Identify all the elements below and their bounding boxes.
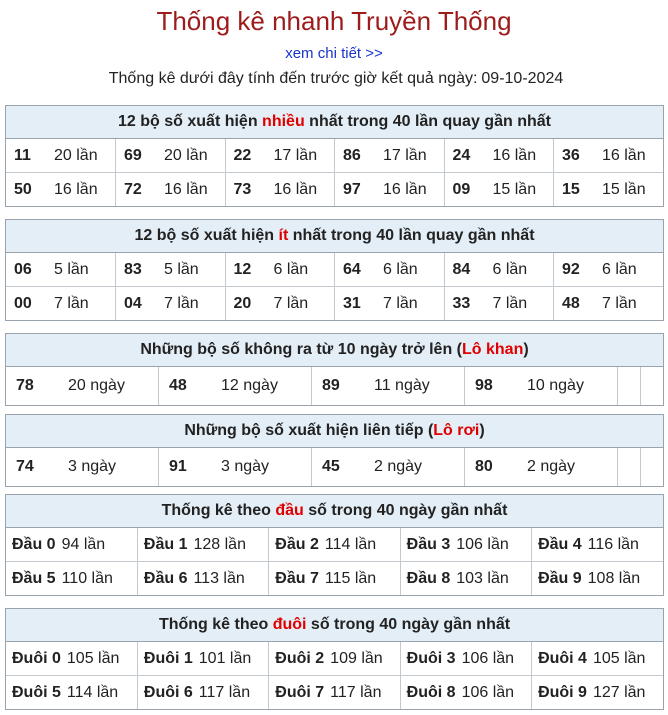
empty-cell [618,367,641,405]
table-row [6,528,663,562]
least-frequent-table [6,253,663,320]
most-frequent-table [6,139,663,206]
number-cell: 97 16 lần [335,173,445,207]
number-cell: 33 7 lần [444,287,554,321]
number-cell: 48 7 lần [562,294,637,312]
empty-cell [641,448,664,486]
lo-roi-panel [5,414,664,487]
count-cell: Đuôi 3 106 lần [400,642,531,676]
number-cell: 45 2 ngày [312,448,465,486]
count-cell: Đầu 4 116 lần [532,528,663,562]
count-cell: Đầu 1 128 lần [137,528,268,562]
number-cell: 69 20 lần [116,139,226,173]
table-row [6,367,663,405]
number-cell: 20 7 lần [225,287,335,321]
count-cell: Đuôi 2 109 lần [269,642,400,676]
number-cell: 36 16 lần [554,139,664,173]
page-title: Thống kê nhanh Truyền Thống [156,6,512,36]
table-row [6,287,663,321]
lo-khan-table [6,367,663,405]
lo-khan-panel [5,333,664,406]
number-cell: 48 12 ngày [159,367,312,405]
table-row [6,253,663,287]
number-cell: 50 16 lần [6,173,116,207]
count-cell: Đầu 9 108 lần [538,569,641,587]
count-cell: Đầu 8 103 lần [400,562,531,596]
number-cell: 98 10 ngày [465,367,618,405]
detail-link[interactable]: xem chi tiết >> [285,45,383,62]
table-row [6,173,663,207]
count-cell: Đuôi 9 127 lần [538,683,646,701]
count-cell: Đuôi 5 114 lần [6,676,137,710]
least-frequent-header: 12 bộ số xuất hiện ít nhất trong 40 lần quay gần nhất [6,220,663,253]
count-cell: Đầu 2 114 lần [269,528,400,562]
table-row [6,139,663,173]
number-cell: 22 17 lần [225,139,335,173]
duoi-header: Thống kê theo đuôi số trong 40 ngày gần nhất [6,609,663,642]
count-cell: Đuôi 7 117 lần [269,676,400,710]
count-cell: Đuôi 8 106 lần [400,676,531,710]
duoi-panel [5,608,664,710]
number-cell: 11 20 lần [6,139,116,173]
date-note-date: 09-10-2024 [481,70,564,87]
dau-panel [5,494,664,596]
count-cell: Đuôi 6 117 lần [137,676,268,710]
number-cell: 89 11 ngày [312,367,465,405]
most-frequent-panel [5,105,664,207]
lo-roi-table [6,448,663,486]
dau-header: Thống kê theo đầu số trong 40 ngày gần nhất [6,495,663,528]
number-cell: 31 7 lần [335,287,445,321]
number-cell: 91 3 ngày [159,448,312,486]
number-cell: 92 6 lần [554,253,664,287]
number-cell: 84 6 lần [444,253,554,287]
count-cell: Đuôi 0 105 lần [6,642,137,676]
number-cell: 09 15 lần [444,173,554,207]
table-row [6,676,663,710]
most-frequent-header: 12 bộ số xuất hiện nhiều nhất trong 40 lần quay gần nhất [6,106,663,139]
number-cell: 00 7 lần [6,287,116,321]
number-cell: 73 16 lần [225,173,335,207]
table-row [6,448,663,486]
number-cell: 72 16 lần [116,173,226,207]
least-frequent-panel [5,219,664,321]
date-note-prefix: Thống kê dưới đây tính đến trước giờ kết quả ngày: [108,70,478,87]
number-cell: 12 6 lần [225,253,335,287]
count-cell: Đuôi 1 101 lần [137,642,268,676]
number-cell: 83 5 lần [116,253,226,287]
count-cell: Đầu 7 115 lần [269,562,400,596]
number-cell: 24 16 lần [444,139,554,173]
number-cell: 74 3 ngày [6,448,159,486]
number-cell: 06 5 lần [6,253,116,287]
count-cell: Đầu 5 110 lần [6,562,137,596]
count-cell: Đầu 0 94 lần [6,528,137,562]
number-cell: 86 17 lần [335,139,445,173]
duoi-table [6,642,663,709]
empty-cell [641,367,664,405]
count-cell: Đầu 6 113 lần [137,562,268,596]
number-cell: 15 15 lần [562,180,646,198]
date-note [0,70,668,88]
lo-khan-header: Những bộ số không ra từ 10 ngày trở lên (Lô khan) [6,334,663,367]
table-row [6,562,663,596]
empty-cell [618,448,641,486]
number-cell: 64 6 lần [335,253,445,287]
number-cell: 04 7 lần [116,287,226,321]
count-cell: Đuôi 4 105 lần [532,642,663,676]
number-cell: 80 2 ngày [465,448,618,486]
count-cell: Đầu 3 106 lần [400,528,531,562]
number-cell: 78 20 ngày [6,367,159,405]
dau-table [6,528,663,595]
lo-roi-header: Những bộ số xuất hiện liên tiếp (Lô rơi) [6,415,663,448]
table-row [6,642,663,676]
